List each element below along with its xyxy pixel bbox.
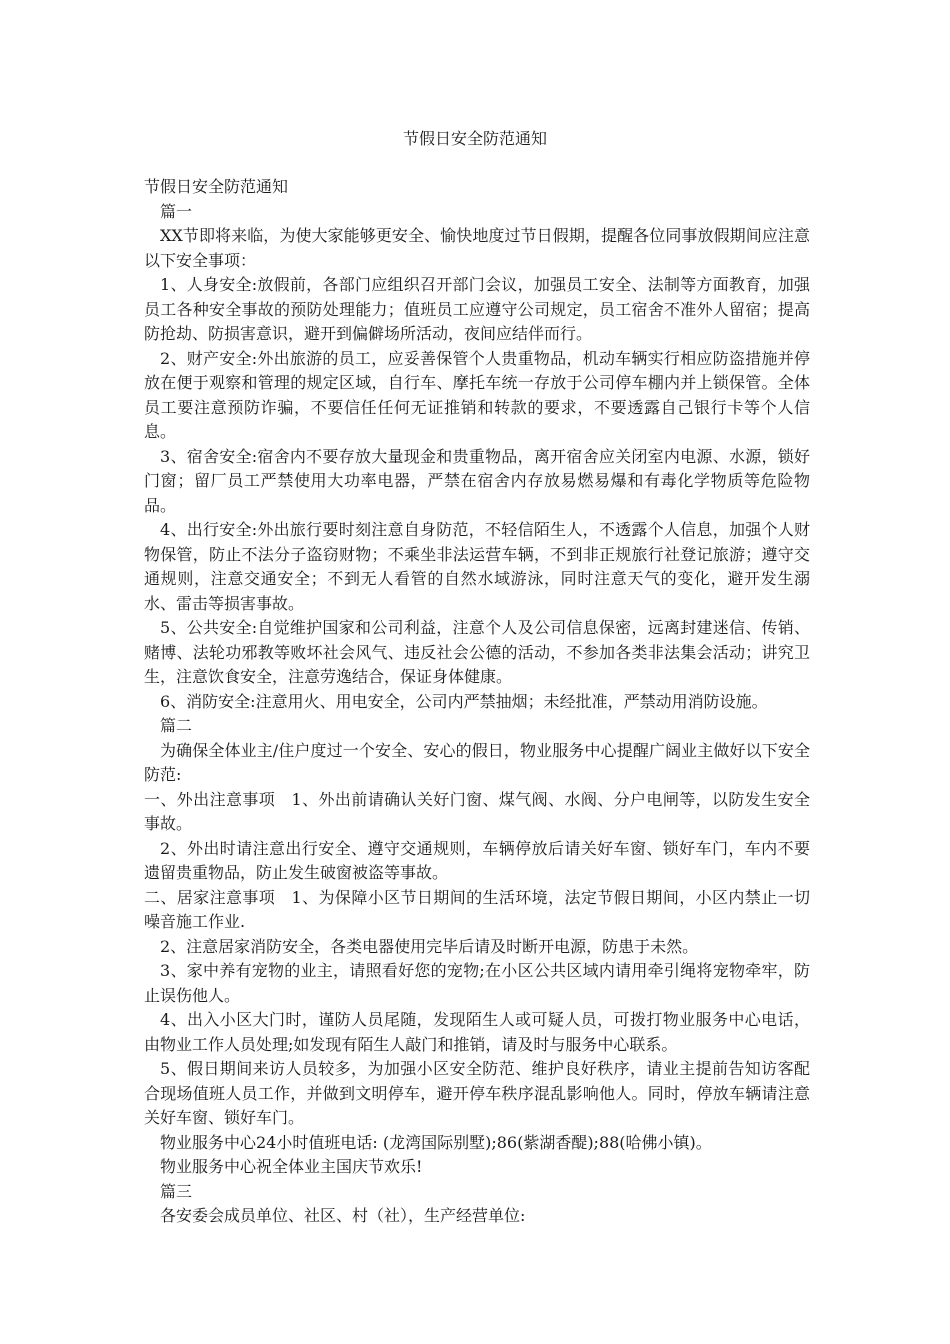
paragraph: 物业服务中心24小时值班电话: (龙湾国际别墅);86(紫湖香醍);88(哈佛小镇)。 — [160, 1132, 712, 1152]
paragraph: 为确保全体业主/住户度过一个安全、安心的假日，物业服务中心提醒广阔业主做好以下安全防范: — [144, 740, 810, 784]
section-heading-1: 篇一 — [160, 201, 193, 221]
paragraph: 2、财产安全:外出旅游的员工，应妥善保管个人贵重物品，机动车辆实行相应防盗措施并停放在便于观察和管理的规定区域，自行车、摩托车统一存放于公司停车棚内并上锁保管。全体员工要注意预防诈骗，不要信任任何无证推销和转款的要求，不要透露自己银行卡等个人信息。 — [144, 348, 810, 441]
paragraph: 5、假日期间来访人员较多，为加强小区安全防范、维护良好秩序，请业主提前告知访客配合现场值班人员工作，并做到文明停车，避开停车秩序混乱影响他人。同时，停放车辆请注意关好车窗、锁好车门。 — [144, 1059, 810, 1127]
paragraph: 一、外出注意事项 1、外出前请确认关好门窗、煤气阀、水阀、分户电闸等，以防发生安全事故。 — [144, 789, 810, 833]
paragraph: 4、出行安全:外出旅行要时刻注意自身防范，不轻信陌生人，不透露个人信息，加强个人财物保管，防止不法分子盗窃财物；不乘坐非法运营车辆，不到非正规旅行社登记旅游；遵守交通规则，注意交通安全；不到无人看管的自然水域游泳，同时注意天气的变化，避开发生溺水、雷击等损害事故。 — [144, 520, 810, 613]
paragraph: 3、家中养有宠物的业主，请照看好您的宠物;在小区公共区域内请用牵引绳将宠物牵牢，防止误伤他人。 — [144, 961, 810, 1005]
document-body — [144, 175, 810, 1229]
paragraph: 二、居家注意事项 1、为保障小区节日期间的生活环境，法定节假日期间，小区内禁止一切噪音施工作业. — [144, 887, 810, 931]
paragraph: 物业服务中心祝全体业主国庆节欢乐! — [160, 1157, 423, 1176]
paragraph: 4、出入小区大门时，谨防人员尾随，发现陌生人或可疑人员，可拨打物业服务中心电话，由物业工作人员处理;如发现有陌生人敲门和推销，请及时与服务中心联系。 — [144, 1010, 810, 1054]
paragraph: XX节即将来临，为使大家能够更安全、愉快地度过节日假期，提醒各位同事放假期间应注意以下安全事项： — [144, 226, 810, 270]
section-heading-2: 篇二 — [160, 716, 193, 735]
section-heading-3: 篇三 — [160, 1181, 193, 1201]
paragraph: 3、宿舍安全:宿舍内不要存放大量现金和贵重物品，离开宿舍应关闭室内电源、水源，锁好门窗；留厂员工严禁使用大功率电器，严禁在宿舍内存放易燃易爆和有毒化学物质等危险物品。 — [144, 446, 810, 515]
paragraph: 2、注意居家消防安全，各类电器使用完毕后请及时断开电源，防患于未然。 — [160, 936, 699, 956]
document-title: 节假日安全防范通知 — [402, 129, 547, 148]
paragraph: 5、公共安全:自觉维护国家和公司利益，注意个人及公司信息保密，远离封建迷信、传销、赌博、法轮功邪教等败坏社会风气、违反社会公德的活动，不参加各类非法集会活动；讲究卫生，注意饮食安全，注意劳逸结合，保证身体健康。 — [144, 618, 810, 686]
paragraph: 1、人身安全:放假前，各部门应组织召开部门会议，加强员工安全、法制等方面教育，加强员工各种安全事故的预防处理能力；值班员工应遵守公司规定，员工宿舍不准外人留宿；提高防抢劫、防损害意识，避开到偏僻场所活动，夜间应结伴而行。 — [144, 275, 810, 343]
paragraph: 2、外出时请注意出行安全、遵守交通规则，车辆停放后请关好车窗、锁好车门，车内不要遗留贵重物品，防止发生破窗被盗等事故。 — [144, 838, 810, 882]
paragraph: 各安委会成员单位、社区、村（社），生产经营单位: — [160, 1206, 526, 1225]
paragraph: 6、消防安全:注意用火、用电安全，公司内严禁抽烟；未经批准，严禁动用消防设施。 — [160, 691, 768, 711]
subtitle: 节假日安全防范通知 — [144, 177, 289, 196]
